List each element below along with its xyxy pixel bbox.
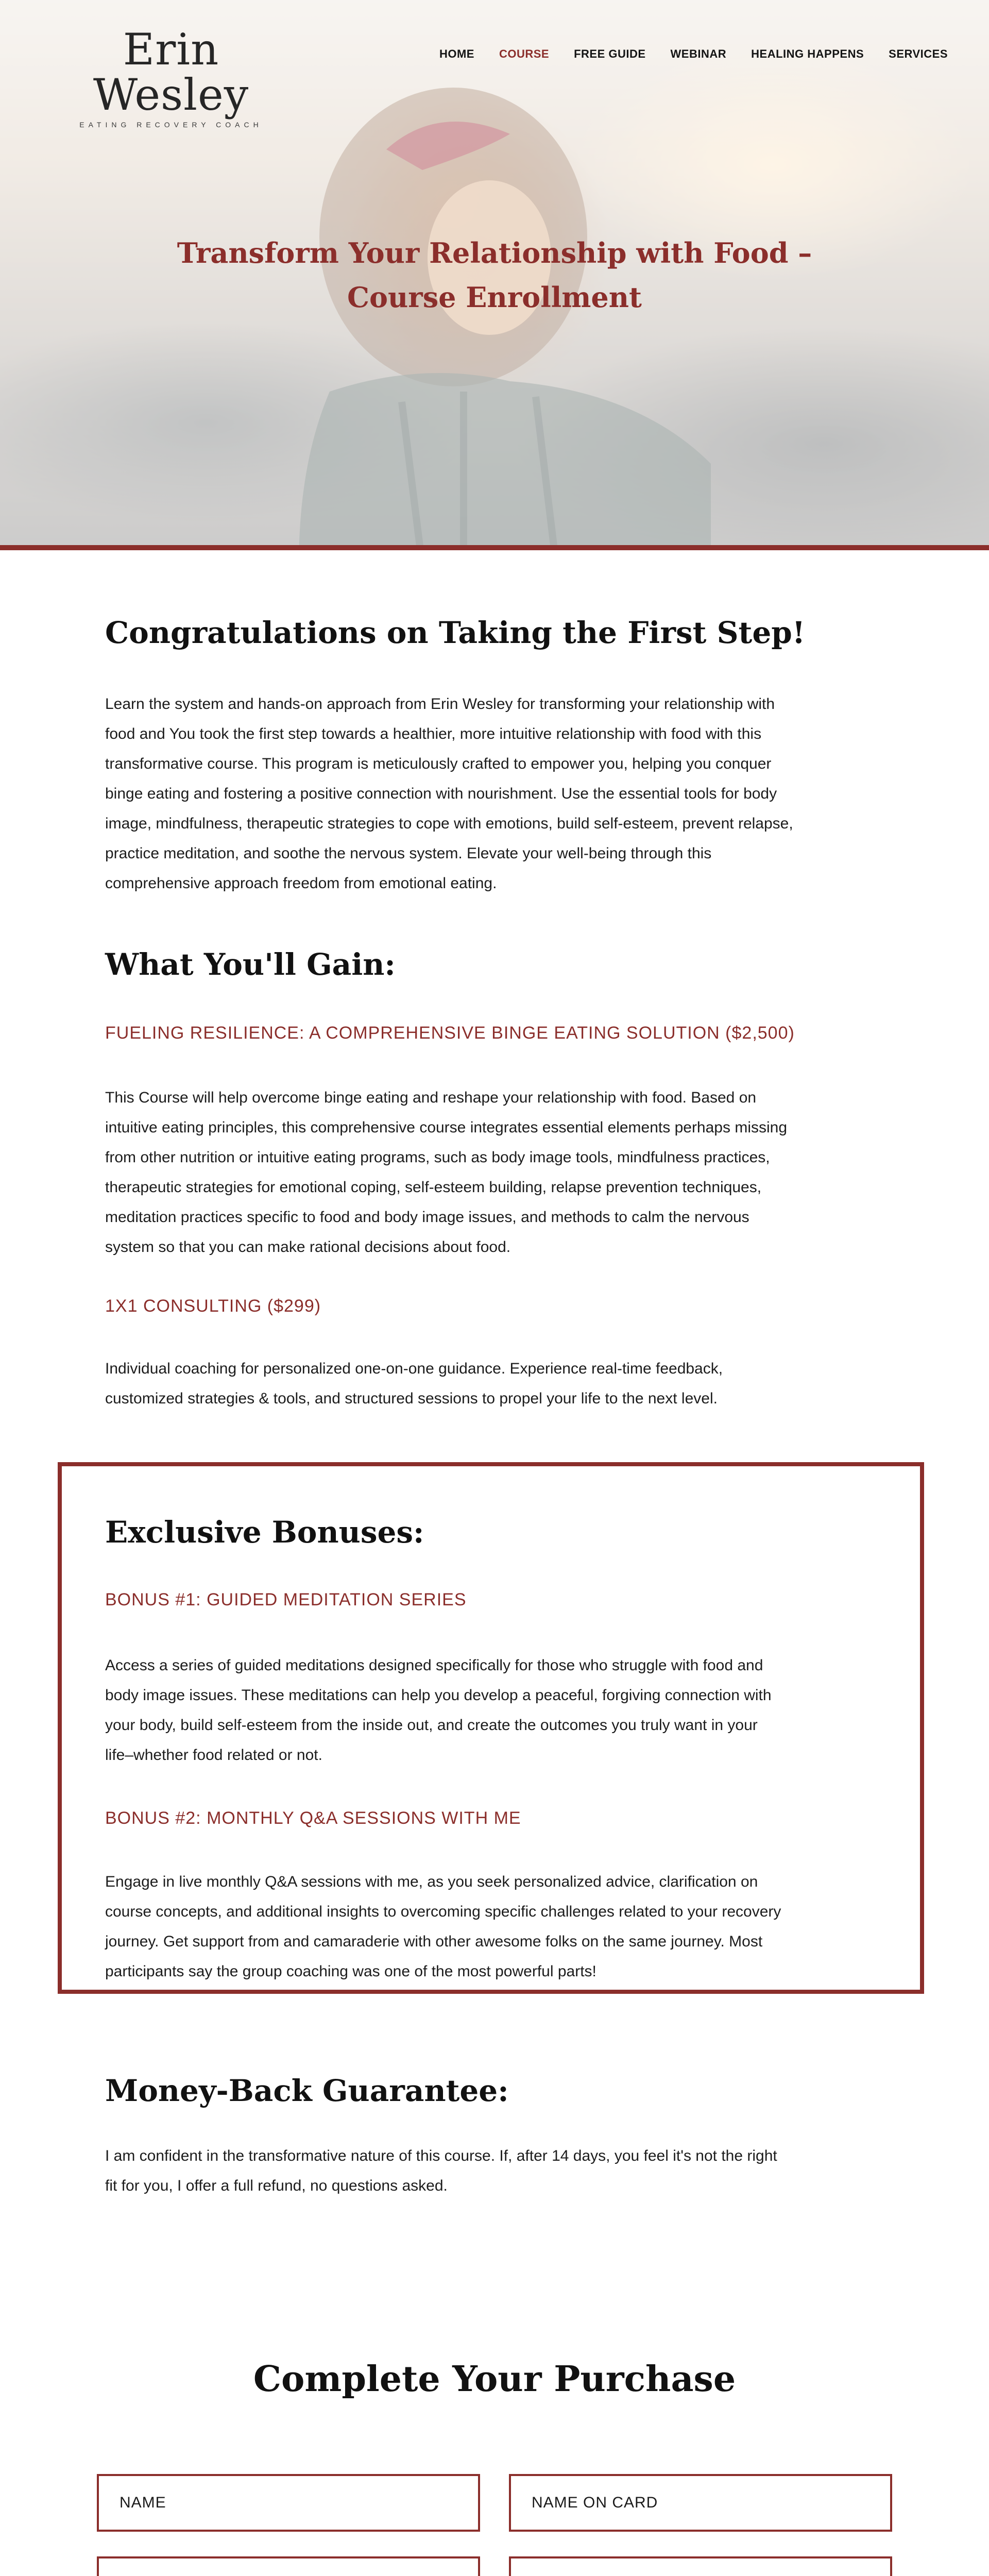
card-number-input[interactable] (509, 2556, 892, 2576)
bonuses-title: Exclusive Bonuses: (105, 1515, 424, 1550)
purchase-title: Complete Your Purchase (253, 2359, 736, 2400)
bonus-1-body (105, 1651, 884, 1770)
email-input[interactable] (97, 2556, 480, 2576)
bonus-1-line: life–whether food related or not. (105, 1747, 322, 1764)
bonuses-section (105, 1515, 884, 1551)
hero-title (0, 231, 989, 319)
hero-divider (0, 545, 989, 550)
bonus-1-heading-wrap (105, 1590, 884, 1610)
guarantee-section (105, 2073, 884, 2109)
gain-item-1-line: from other nutrition or intuitive eating programs, such as body image tools, mindfulness practices, (105, 1149, 770, 1166)
logo-name: Erin Wesley (93, 24, 249, 121)
intro-line: practice meditation, and soothe the nervous system. Elevate your well-being through this (105, 845, 712, 862)
gain-item-1-heading-wrap (105, 1023, 884, 1043)
gain-item-2-line: customized strategies & tools, and structured sessions to propel your life to the next level. (105, 1390, 718, 1407)
name-on-card-input[interactable] (509, 2474, 892, 2532)
logo-tagline: EATING RECOVERY COACH (79, 121, 263, 129)
gain-title: What You'll Gain: (105, 947, 396, 982)
nav-services[interactable]: SERVICES (889, 47, 948, 60)
bonus-1-heading: BONUS #1: GUIDED MEDITATION SERIES (105, 1590, 467, 1609)
intro-section (105, 615, 884, 651)
bonus-2-body (105, 1867, 884, 1987)
site-logo[interactable] (47, 24, 295, 129)
gain-item-1-body (105, 1083, 884, 1262)
gain-item-2-body (105, 1354, 884, 1414)
bonus-2-line: Engage in live monthly Q&A sessions with me, as you seek personalized advice, clarification on (105, 1873, 758, 1890)
main-nav (439, 47, 948, 61)
bonus-2-heading-wrap (105, 1808, 884, 1828)
nav-healing-happens[interactable]: HEALING HAPPENS (751, 47, 864, 60)
intro-line: food and You took the first step towards a healthier, more intuitive relationship with food with this (105, 725, 762, 742)
hero-title-line-2: Course Enrollment (347, 281, 642, 314)
gain-item-1-line: This Course will help overcome binge eating and reshape your relationship with food. Based on (105, 1089, 757, 1106)
intro-body (105, 689, 884, 899)
nav-free-guide[interactable]: FREE GUIDE (574, 47, 646, 60)
bonus-2-line: journey. Get support from and camaraderie with other awesome folks on the same journey. Most (105, 1933, 763, 1950)
hero-section (0, 0, 989, 550)
bonus-2-heading: BONUS #2: MONTHLY Q&A SESSIONS WITH ME (105, 1808, 521, 1828)
gain-item-2-line: Individual coaching for personalized one-on-one guidance. Experience real-time feedback, (105, 1360, 723, 1377)
guarantee-line: I am confident in the transformative nature of this course. If, after 14 days, you feel it's not the right (105, 2147, 777, 2164)
guarantee-title: Money-Back Guarantee: (105, 2073, 509, 2108)
intro-line: binge eating and fostering a positive connection with nourishment. Use the essential tools for body (105, 785, 777, 802)
intro-line: Learn the system and hands-on approach from Erin Wesley for transforming your relationship with (105, 696, 775, 713)
nav-home[interactable]: HOME (439, 47, 474, 60)
intro-line: transformative course. This program is meticulously crafted to empower you, helping you conquer (105, 755, 772, 772)
intro-line: image, mindfulness, therapeutic strategies to cope with emotions, build self-esteem, prevent relapse, (105, 815, 793, 832)
guarantee-line: fit for you, I offer a full refund, no questions asked. (105, 2177, 448, 2194)
gain-item-1-heading: FUELING RESILIENCE: A COMPREHENSIVE BINGE EATING SOLUTION ($2,500) (105, 1023, 795, 1043)
gain-item-1-line: therapeutic strategies for emotional coping, self-esteem building, relapse prevention techniques, (105, 1179, 762, 1196)
gain-item-2-heading-wrap (105, 1296, 884, 1316)
intro-title: Congratulations on Taking the First Step! (105, 615, 806, 650)
main-content (0, 550, 989, 2576)
bonus-1-line: your body, build self-esteem from the inside out, and create the outcomes you truly want in your (105, 1717, 758, 1734)
gain-item-2-heading: 1X1 CONSULTING ($299) (105, 1296, 321, 1316)
nav-webinar[interactable]: WEBINAR (670, 47, 727, 60)
bonus-2-line: course concepts, and additional insights to overcoming specific challenges related to your recovery (105, 1903, 781, 1920)
intro-line: comprehensive approach freedom from emotional eating. (105, 875, 497, 892)
gain-section (105, 947, 884, 983)
bonus-1-line: body image issues. These meditations can help you develop a peaceful, forgiving connection with (105, 1687, 772, 1704)
name-input[interactable] (97, 2474, 480, 2532)
bonus-2-line: participants say the group coaching was one of the most powerful parts! (105, 1963, 596, 1980)
bonus-1-line: Access a series of guided meditations designed specifically for those who struggle with food and (105, 1657, 763, 1674)
gain-item-1-line: intuitive eating principles, this comprehensive course integrates essential elements perhaps missing (105, 1119, 788, 1136)
nav-course[interactable]: COURSE (499, 47, 550, 60)
gain-item-1-line: system so that you can make rational decisions about food. (105, 1239, 511, 1256)
guarantee-body (105, 2141, 884, 2201)
gain-item-1-line: meditation practices specific to food and body image issues, and methods to calm the nervous (105, 1209, 749, 1226)
hero-title-line-1: Transform Your Relationship with Food – (177, 236, 812, 269)
